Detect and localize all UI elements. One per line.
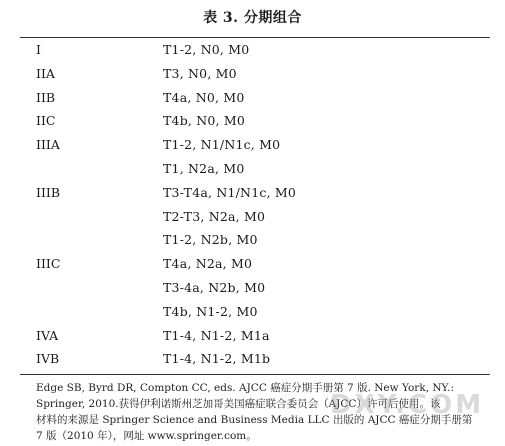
tnm-cell: T1-4, N1-2, M1a — [163, 327, 270, 343]
tnm-cell: T4a, N2a, M0 — [163, 256, 253, 272]
table-row — [0, 275, 505, 299]
table-row — [0, 132, 505, 156]
table-row — [0, 299, 505, 323]
stage-cell: IIIA — [36, 137, 60, 153]
table-row — [0, 156, 505, 180]
stage-cell: IIB — [36, 89, 56, 105]
table-title: 表 3. 分期组合 — [203, 10, 302, 26]
staging-table — [0, 37, 505, 370]
tnm-cell: T3-T4a, N1/N1c, M0 — [163, 184, 297, 200]
tnm-cell: T3, N0, M0 — [163, 65, 237, 81]
tnm-cell: T4a, N0, M0 — [163, 89, 245, 105]
table-row — [0, 180, 505, 204]
table-row — [0, 85, 505, 109]
table-row — [0, 37, 505, 61]
tnm-cell: T3-4a, N2b, M0 — [163, 279, 266, 295]
tnm-cell: T1-2, N1/N1c, M0 — [163, 137, 281, 153]
footnote-line: Springer, 2010.获得伊利诺斯州芝加哥美国癌症联合委员会（AJCC）许可后使用。该 — [36, 398, 441, 410]
tnm-cell: T1-2, N0, M0 — [163, 42, 250, 57]
bottom-rule — [20, 374, 490, 375]
footnote-line: 材料的来源是 Springer Science and Business Media LLC 出版的 AJCC 癌症分期手册第 — [36, 414, 473, 426]
tnm-cell: T2-T3, N2a, M0 — [163, 208, 266, 224]
tnm-cell: T4b, N0, M0 — [163, 113, 246, 129]
footnote — [36, 380, 476, 444]
tnm-cell: T4b, N1-2, M0 — [163, 303, 258, 319]
stage-cell: IVA — [36, 327, 59, 343]
stage-cell: I — [36, 42, 41, 57]
stage-cell: IVB — [36, 351, 60, 367]
table-row — [0, 251, 505, 275]
table-row — [0, 108, 505, 132]
table-row — [0, 346, 505, 370]
stage-cell: IIC — [36, 113, 56, 129]
table-row — [0, 204, 505, 228]
stage-cell: IIIC — [36, 256, 61, 272]
tnm-cell: T1-4, N1-2, M1b — [163, 351, 271, 367]
stage-cell: IIIB — [36, 184, 60, 200]
footnote-line: 7 版（2010 年），网址 www.springer.com。 — [36, 430, 257, 442]
stage-cell: IIA — [36, 65, 55, 81]
footnote-line: Edge SB, Byrd DR, Compton CC, eds. AJCC 癌症分期手册第 7 版. New York, NY.: — [36, 382, 455, 394]
tnm-cell: T1-2, N2b, M0 — [163, 232, 258, 248]
table-row — [0, 61, 505, 85]
watermark: DXY.COM — [330, 390, 485, 420]
table-row — [0, 227, 505, 251]
table-row — [0, 323, 505, 347]
tnm-cell: T1, N2a, M0 — [163, 160, 245, 176]
